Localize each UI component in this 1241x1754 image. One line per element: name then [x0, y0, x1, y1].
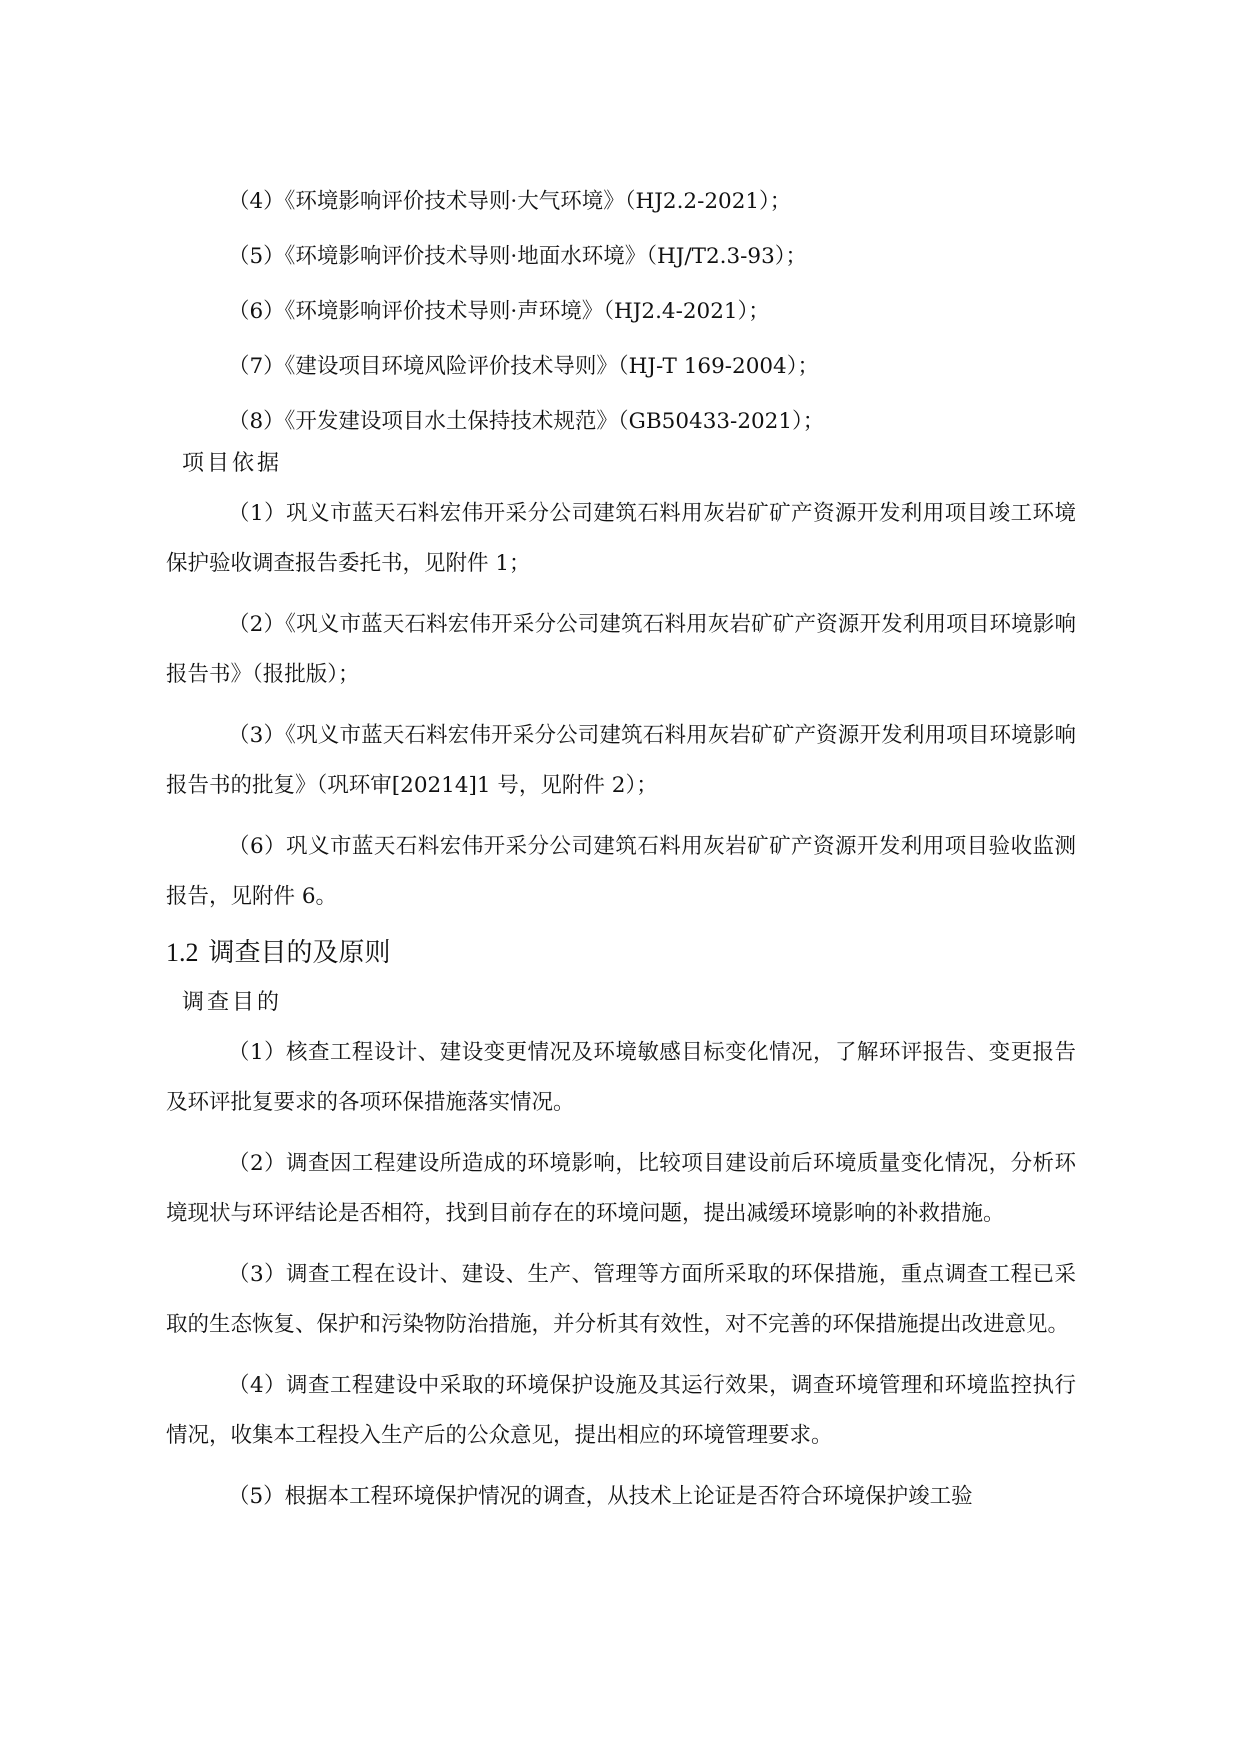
- purpose-item: （2）调查因工程建设所造成的环境影响，比较项目建设前后环境质量变化情况，分析环境现状与环评结论是否相符，找到目前存在的环境问题，提出减缓环境影响的补救措施。: [166, 1151, 1076, 1226]
- purpose-heading: 调查目的: [182, 990, 283, 1015]
- standard-item: （7）《建设项目环境风险评价技术导则》（HJ-T 169-2004）；: [228, 354, 819, 379]
- basis-item: （6）巩义市蓝天石料宏伟开采分公司建筑石料用灰岩矿矿产资源开发利用项目验收监测报告，见附件 6。: [166, 834, 1076, 909]
- basis-item: （3）《巩义市蓝天石料宏伟开采分公司建筑石料用灰岩矿矿产资源开发利用项目环境影响报告书的批复》（巩环审[20214]1 号，见附件 2）；: [166, 723, 1076, 798]
- section-title: [166, 936, 1076, 970]
- standard-item: （5）《环境影响评价技术导则·地面水环境》（HJ/T2.3-93）；: [228, 244, 808, 269]
- purpose-item: （1）核查工程设计、建设变更情况及环境敏感目标变化情况，了解环评报告、变更报告及环评批复要求的各项环保措施落实情况。: [166, 1040, 1076, 1115]
- purpose-list: [166, 1028, 1076, 1522]
- purpose-item: （5）根据本工程环境保护情况的调查，从技术上论证是否符合环境保护竣工验: [228, 1484, 973, 1509]
- purpose-item: （4）调查工程建设中采取的环境保护设施及其运行效果，调查环境管理和环境监控执行情况，收集本工程投入生产后的公众意见，提出相应的环境管理要求。: [166, 1373, 1076, 1448]
- standard-item: （4）《环境影响评价技术导则·大气环境》（HJ2.2-2021）；: [228, 189, 792, 214]
- section-number: 1.2: [166, 938, 199, 967]
- section-title-text: 调查目的及原则: [208, 938, 391, 968]
- standards-list: [166, 188, 1076, 435]
- project-basis-list: [166, 489, 1076, 922]
- standard-item: （8）《开发建设项目水土保持技术规范》（GB50433-2021）；: [228, 409, 825, 434]
- standard-item: （6）《环境影响评价技术导则·声环境》（HJ2.4-2021）；: [228, 299, 770, 324]
- page-content: [166, 188, 1076, 1522]
- purpose-item: （3）调查工程在设计、建设、生产、管理等方面所采取的环保措施，重点调查工程已采取的生态恢复、保护和污染物防治措施，并分析其有效性，对不完善的环保措施提出改进意见。: [166, 1262, 1076, 1337]
- basis-item: （2）《巩义市蓝天石料宏伟开采分公司建筑石料用灰岩矿矿产资源开发利用项目环境影响报告书》（报批版）；: [166, 612, 1076, 687]
- basis-item: （1）巩义市蓝天石料宏伟开采分公司建筑石料用灰岩矿矿产资源开发利用项目竣工环境保护验收调查报告委托书，见附件 1；: [166, 501, 1076, 576]
- project-basis-heading: 项目依据: [182, 451, 283, 476]
